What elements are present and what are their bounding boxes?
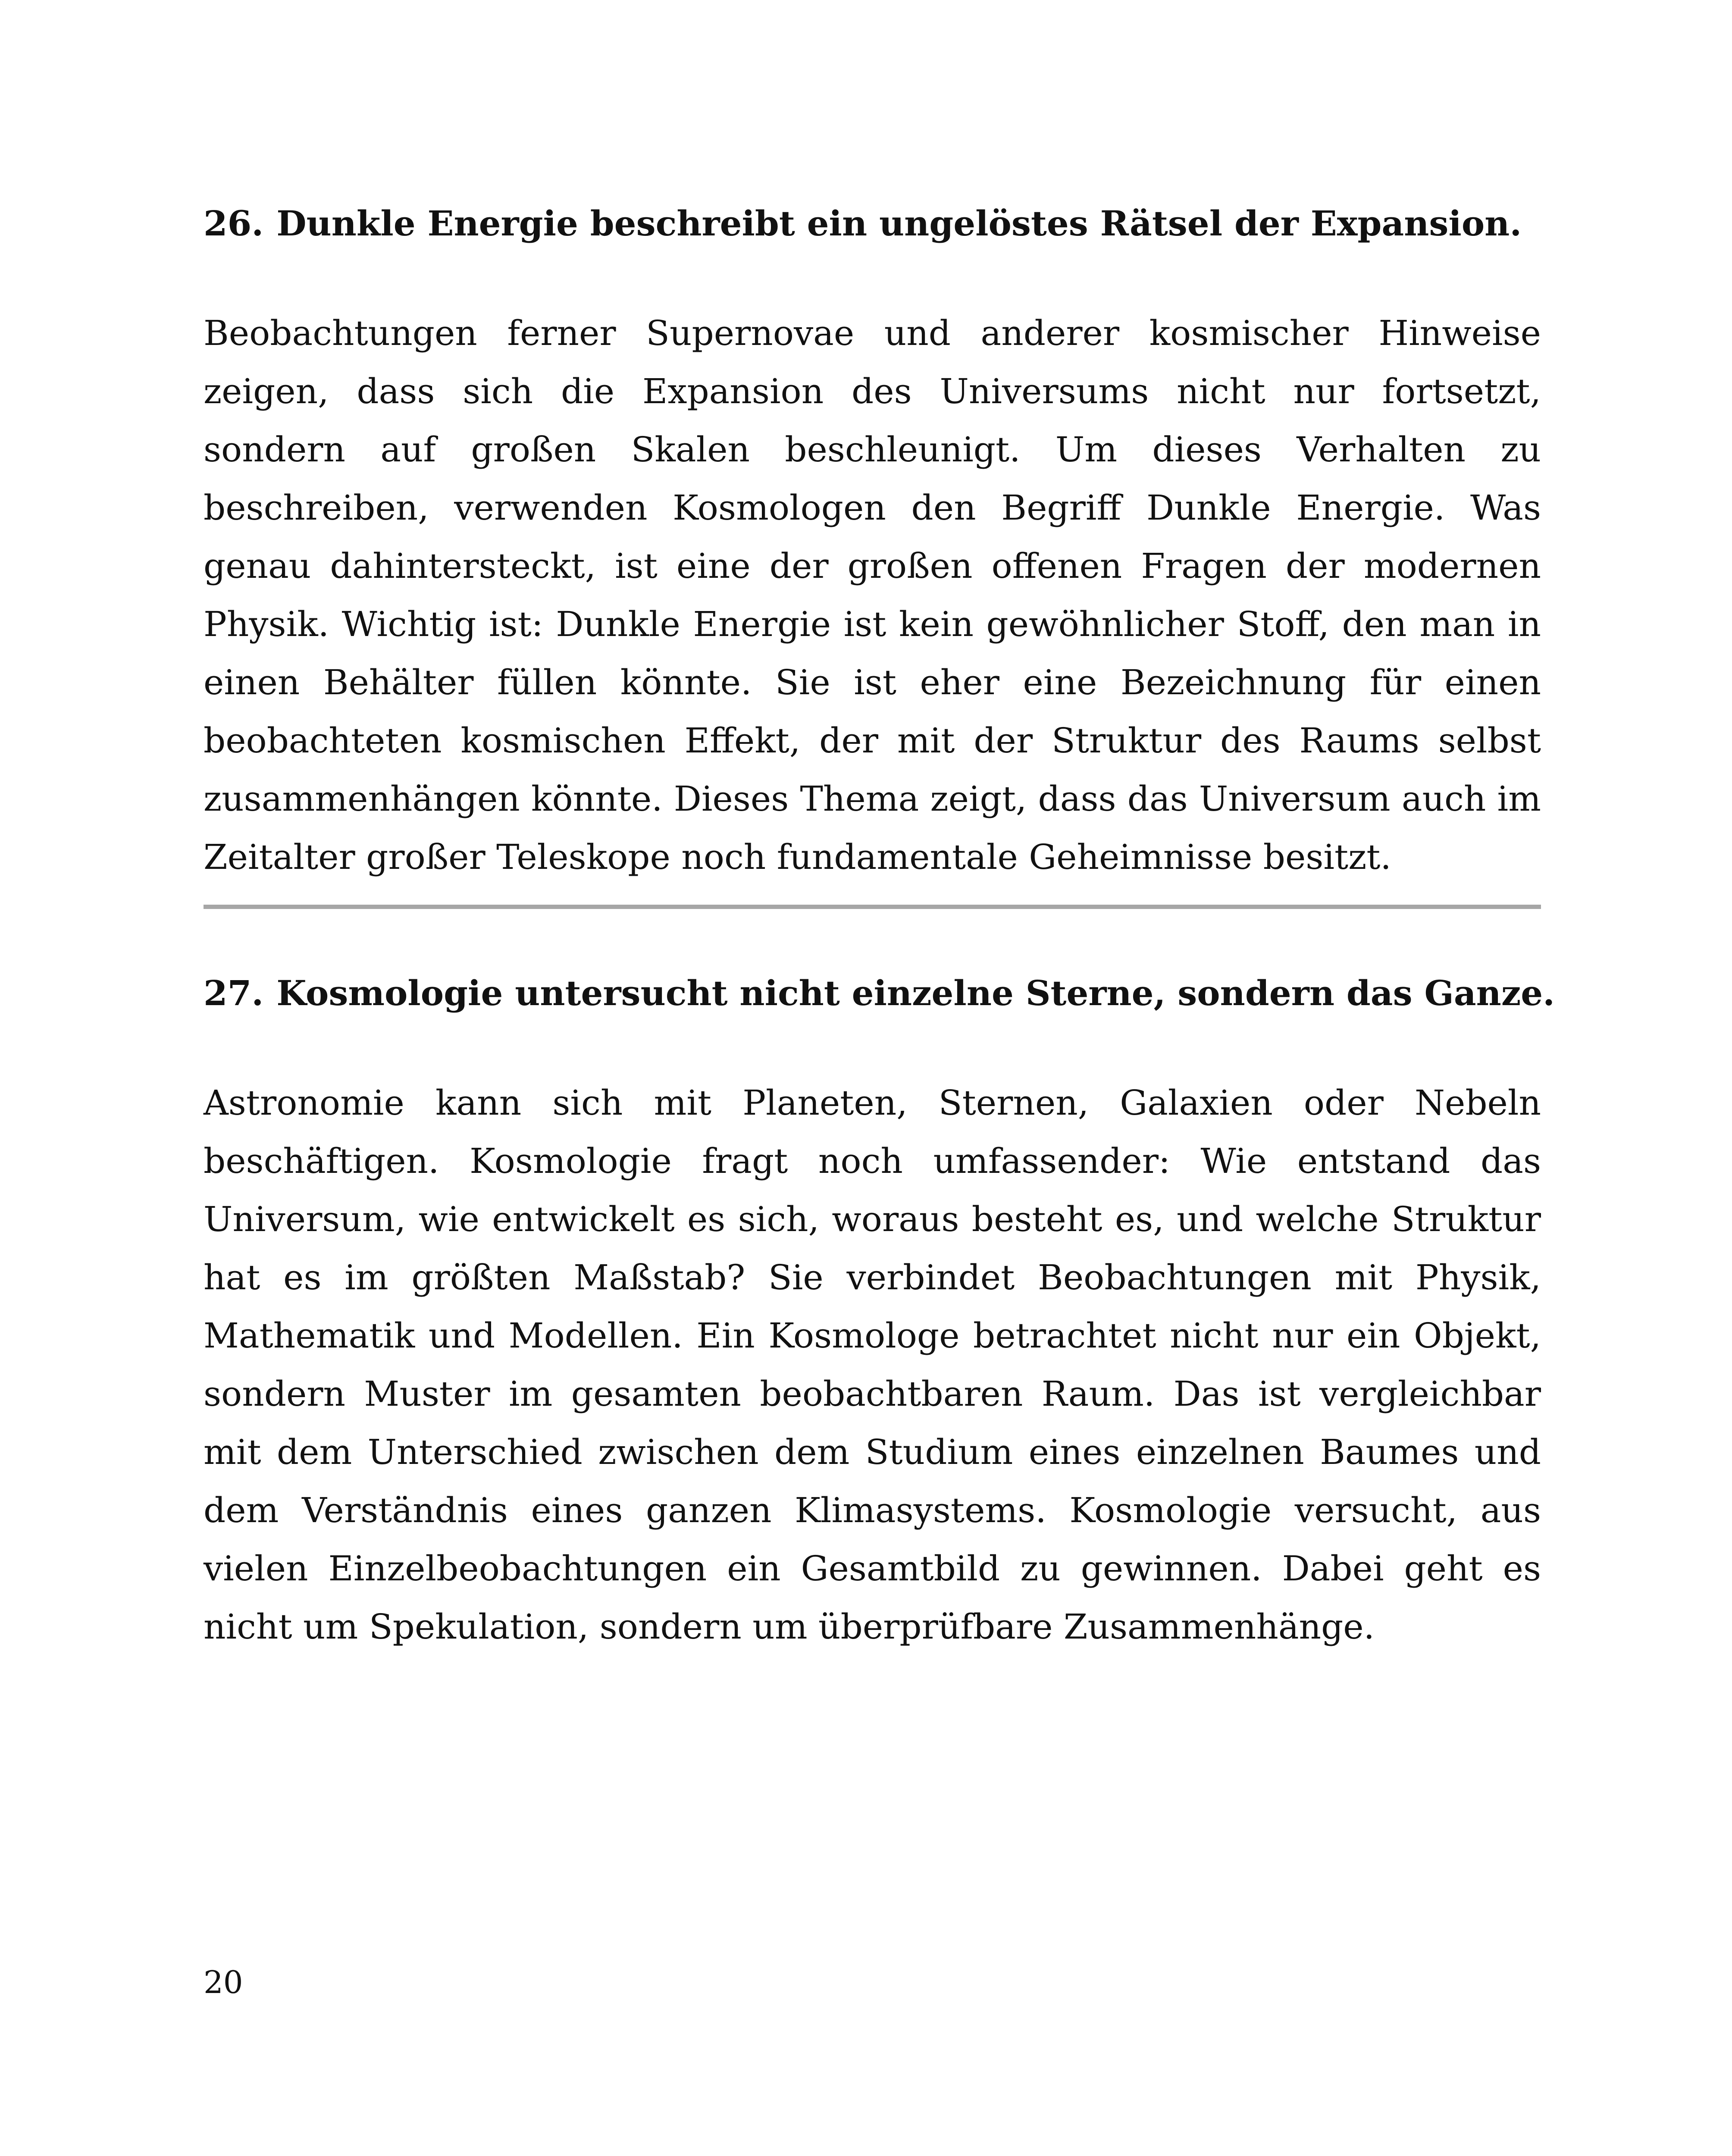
- section-title: Dunkle Energie beschreibt ein ungelöstes Rätsel der Expansion.: [276, 203, 1522, 244]
- section-title: Kosmologie untersucht nicht einzelne Sterne, sondern das Ganze.: [276, 973, 1555, 1013]
- section-heading-27: [204, 972, 1555, 1014]
- section-heading-26: [204, 203, 1541, 244]
- section-number: 27.: [204, 973, 264, 1013]
- section-body-26: Beobachtungen ferner Supernovae und anderer kosmischer Hinweise zeigen, dass sich die Expansion des Universums nicht nur fortsetzt, sondern auf großen Skalen beschleunigt. Um dieses Verhalten zu beschreiben, verwenden Kosmologen den Begriff Dunkle Energie. Was genau dahintersteckt, ist eine der großen offenen Fragen der modernen Physik. Wichtig ist: Dunkle Energie ist kein gewöhnlicher Stoff, den man in einen Behälter füllen könnte. Sie ist eher eine Bezeichnung für einen beobachteten kosmischen Effekt, der mit der Struktur des Raums selbst zusammenhängen könnte. Dieses Thema zeigt, dass das Universum auch im Zeitalter großer Teleskope noch fundamentale Geheimnisse besitzt.: [204, 313, 1541, 877]
- section-divider: [204, 905, 1541, 909]
- section-number: 26.: [204, 203, 264, 244]
- page-number: 20: [204, 1964, 243, 2000]
- section-body-27: Astronomie kann sich mit Planeten, Sternen, Galaxien oder Nebeln beschäftigen. Kosmologie fragt noch umfassender: Wie entstand das Universum, wie entwickelt es sich, woraus besteht es, und welche Struktur hat es im größten Maßstab? Sie verbindet Beobachtungen mit Physik, Mathematik und Modellen. Ein Kosmologe betrachtet nicht nur ein Objekt, sondern Muster im gesamten beobachtbaren Raum. Das ist vergleichbar mit dem Unterschied zwischen dem Studium eines einzelnen Baumes und dem Verständnis eines ganzen Klimasystems. Kosmologie versucht, aus vielen Einzelbeobachtungen ein Gesamtbild zu gewinnen. Dabei geht es nicht um Spekulation, sondern um überprüfbare Zusammenhänge.: [204, 1083, 1541, 1647]
